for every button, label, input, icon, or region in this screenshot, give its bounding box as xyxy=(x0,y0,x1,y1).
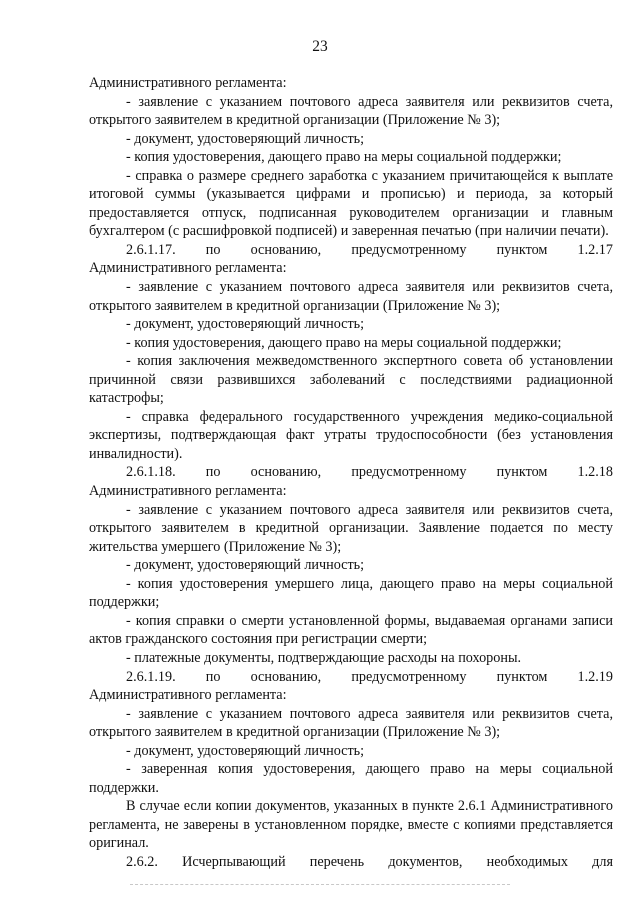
section-heading: 2.6.2. Исчерпывающий перечень документов, необходимых для xyxy=(126,853,613,870)
section-heading: 2.6.1.17. по основанию, предусмотренному пунктом 1.2.17 xyxy=(126,241,613,258)
list-item: - копия удостоверения, дающего право на меры социальной поддержки; xyxy=(126,149,562,166)
list-item: - документ, удостоверяющий личность; xyxy=(126,130,365,147)
paragraph: Административного регламента: xyxy=(89,483,287,500)
section-heading: 2.6.1.18. по основанию, предусмотренному пунктом 1.2.18 xyxy=(126,464,613,481)
page-number: 23 xyxy=(312,38,328,55)
list-item: - копия удостоверения, дающего право на меры социальной поддержки; xyxy=(126,334,562,351)
paragraph: В случае если копии документов, указанных в пункте 2.6.1 Административного регламента, не заверены в установленном порядке, вместе с копиями представляется оригинал. xyxy=(89,798,613,852)
paragraph: Административного регламента: xyxy=(89,260,287,277)
list-item: - заявление с указанием почтового адреса заявителя или реквизитов счета, открытого заявителем в кредитной организации (Приложение № 3); xyxy=(89,279,613,314)
list-item: - копия удостоверения умершего лица, дающего право на меры социальной поддержки; xyxy=(89,575,613,611)
list-item: - заверенная копия удостоверения, дающего право на меры социальной поддержки. xyxy=(89,761,613,796)
section-heading: 2.6.1.19. по основанию, предусмотренному пунктом 1.2.19 xyxy=(126,668,613,685)
list-item: - копия заключения межведомственного экспертного совета об установлении причинной связи развившихся заболеваний с последствиями радиационной катастрофы; xyxy=(89,353,613,407)
list-item: - заявление с указанием почтового адреса заявителя или реквизитов счета, открытого заявителем в кредитной организации (Приложение № 3); xyxy=(89,705,613,741)
paragraph: Административного регламента: xyxy=(89,687,287,704)
list-item: - документ, удостоверяющий личность; xyxy=(126,742,365,759)
list-item: - копия справки о смерти установленной формы, выдаваемая органами записи актов гражданского состояния при регистрации смерти; xyxy=(89,612,613,648)
list-item: - документ, удостоверяющий личность; xyxy=(126,316,365,333)
scan-artifact-line xyxy=(130,884,510,886)
list-item: - заявление с указанием почтового адреса заявителя или реквизитов счета, открытого заявителем в кредитной организации. Заявление подается по месту жительства умершего (Приложение № 3); xyxy=(89,501,613,555)
paragraph: Административного регламента: xyxy=(89,75,287,91)
list-item: - платежные документы, подтверждающие расходы на похороны. xyxy=(126,649,522,666)
list-item: - справка о размере среднего заработка с указанием причитающейся к выплате итоговой суммы (указывается цифрами и прописью) и периода, за который предоставляется отпуск, подписанная руководителем организации и главным бухгалтером (с расшифровкой подписей) и заверенная печатью (при наличии печати). xyxy=(89,167,613,240)
list-item: - заявление с указанием почтового адреса заявителя или реквизитов счета, открытого заявителем в кредитной организации (Приложение № 3); xyxy=(89,93,613,129)
list-item: - документ, удостоверяющий личность; xyxy=(126,557,365,574)
document-body xyxy=(89,74,613,872)
list-item: - справка федерального государственного учреждения медико-социальной экспертизы, подтверждающая факт утраты трудоспособности (без установления инвалидности). xyxy=(89,408,613,462)
